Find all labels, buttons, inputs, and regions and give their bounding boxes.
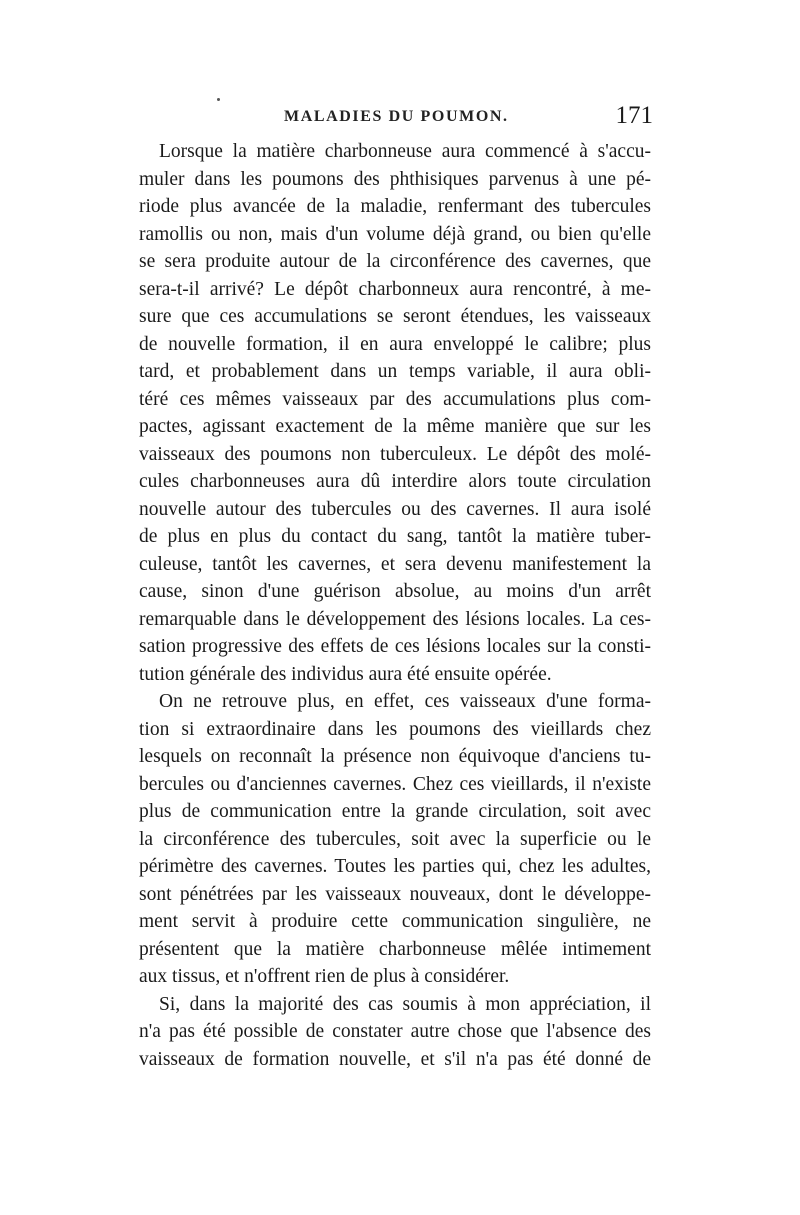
text-line: de nouvelle formation, il en aura enveloppé le calibre; plus <box>139 333 651 355</box>
text-line: bercules ou d'anciennes cavernes. Chez ces vieillards, il n'existe <box>139 773 651 795</box>
text-line: riode plus avancée de la maladie, renfermant des tubercules <box>139 196 651 217</box>
text-line: présentent que la matière charbonneuse mêlée intimement <box>139 938 651 960</box>
text-line: périmètre des cavernes. Toutes les parties qui, chez les adultes, <box>139 856 651 877</box>
text-line: cules charbonneuses aura dû interdire alors toute circulation <box>139 471 651 492</box>
text-line: téré ces mêmes vaisseaux par des accumulations plus com- <box>139 388 651 410</box>
paragraph <box>139 138 651 688</box>
text-line: Lorsque la matière charbonneuse aura commencé à s'accu- <box>159 141 651 162</box>
running-head <box>137 102 657 132</box>
text-line: sation progressive des effets de ces lésions locales sur la consti- <box>139 636 651 657</box>
text-line: tution générale des individus aura été ensuite opérée. <box>139 663 552 685</box>
text-line: aux tissus, et n'offrent rien de plus à considérer. <box>139 966 510 987</box>
text-line: plus de communication entre la grande circulation, soit avec <box>139 801 651 822</box>
text-line: sure que ces accumulations se seront étendues, les vaisseaux <box>139 306 651 327</box>
running-title: MALADIES DU POUMON. <box>284 108 509 125</box>
text-line: n'a pas été possible de constater autre chose que l'absence des <box>139 1021 651 1042</box>
ink-speck <box>217 98 220 101</box>
text-line: ment servit à produire cette communication singulière, ne <box>139 911 651 932</box>
text-line: muler dans les poumons des phthisiques parvenus à une pé- <box>139 168 651 190</box>
text-line: cause, sinon d'une guérison absolue, au moins d'un arrêt <box>139 581 651 602</box>
text-line: vaisseaux de formation nouvelle, et s'il n'a pas été donné de <box>139 1048 651 1070</box>
text-line: remarquable dans le développement des lésions locales. La ces- <box>139 608 651 630</box>
paragraph <box>139 688 651 991</box>
text-line: sera-t-il arrivé? Le dépôt charbonneux aura rencontré, à me- <box>139 278 651 300</box>
text-line: On ne retrouve plus, en effet, ces vaisseaux d'une forma- <box>159 691 651 712</box>
text-line: tion si extraordinaire dans les poumons des vieillards chez <box>139 718 651 740</box>
paragraph <box>139 991 651 1074</box>
text-line: ramollis ou non, mais d'un volume déjà grand, ou bien qu'elle <box>139 223 651 245</box>
text-line: la circonférence des tubercules, soit avec la superficie ou le <box>139 828 651 850</box>
text-line: vaisseaux des poumons non tuberculeux. Le dépôt des molé- <box>139 443 651 465</box>
text-line: tard, et probablement dans un temps variable, il aura obli- <box>139 361 651 382</box>
text-line: de plus en plus du contact du sang, tantôt la matière tuber- <box>139 526 651 547</box>
page-number: 171 <box>615 102 653 129</box>
body-text <box>139 138 651 1073</box>
text-line: Si, dans la majorité des cas soumis à mon appréciation, il <box>159 993 651 1015</box>
text-line: nouvelle autour des tubercules ou des cavernes. Il aura isolé <box>139 498 651 520</box>
text-line: se sera produite autour de la circonférence des cavernes, que <box>139 251 651 272</box>
text-line: lesquels on reconnaît la présence non équivoque d'anciens tu- <box>139 746 651 767</box>
text-line: culeuse, tantôt les cavernes, et sera devenu manifestement la <box>139 553 651 575</box>
text-line: pactes, agissant exactement de la même manière que sur les <box>139 416 651 437</box>
text-line: sont pénétrées par les vaisseaux nouveaux, dont le développe- <box>139 883 651 905</box>
